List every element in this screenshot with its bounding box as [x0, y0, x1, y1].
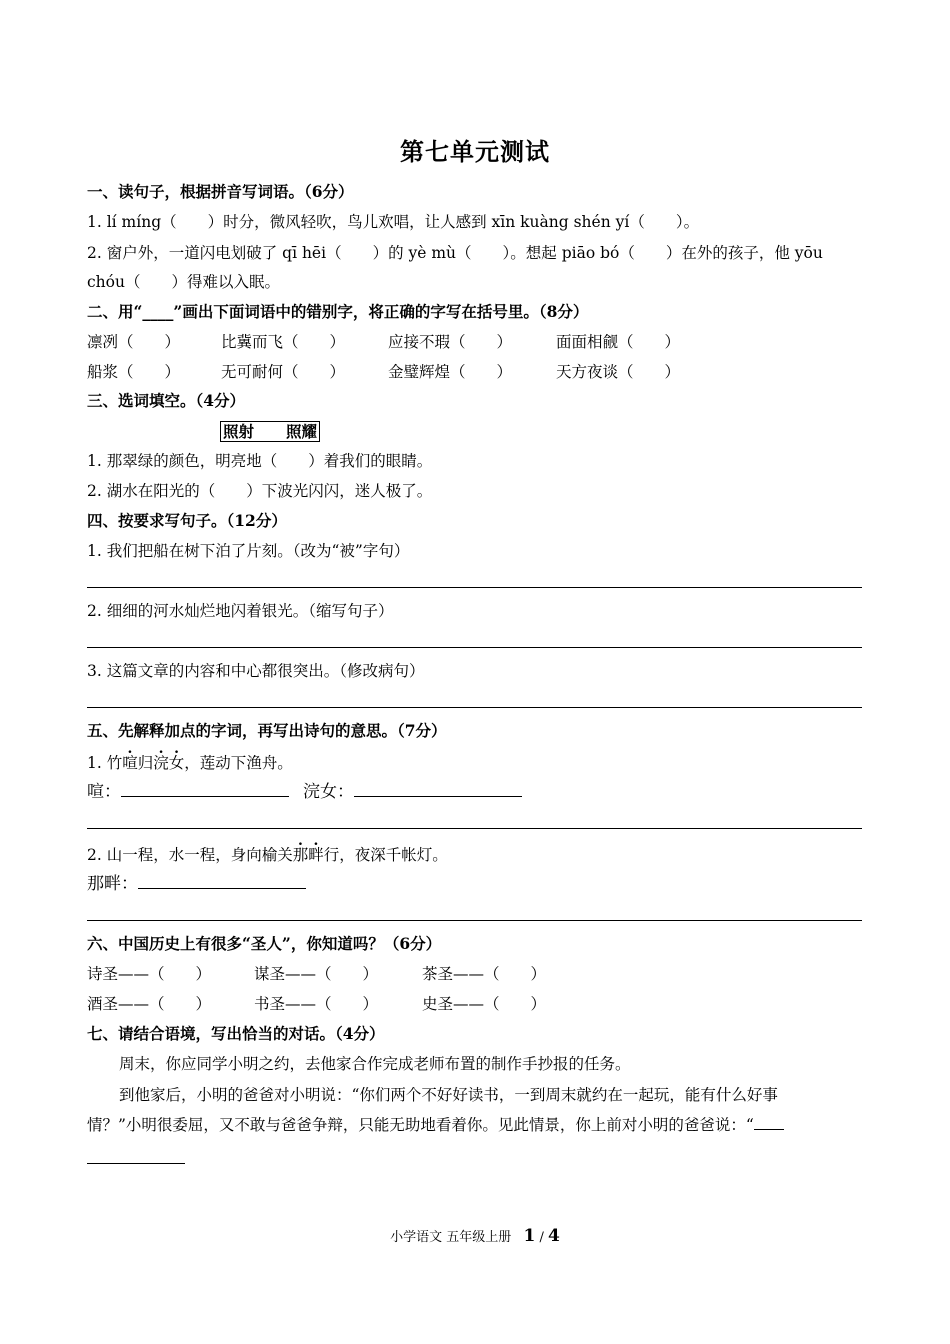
- section-2-heading: 二、用“____”画出下面词语中的错别字，将正确的字写在括号里。（8分）: [87, 302, 589, 321]
- s1-line-3: chóu（ ）得难以入眠。: [87, 273, 280, 291]
- text: 归: [137, 754, 154, 772]
- section-4-heading: 四、按要求写句子。（12分）: [87, 511, 287, 530]
- s2-item-1: 凛冽（ ）: [87, 333, 181, 351]
- s6-item-3: 茶圣——（ ）: [422, 965, 547, 983]
- s2-item-5: 船浆（ ）: [87, 363, 181, 381]
- s7-paragraph-2: 到他家后，小明的爸爸对小明说：“你们两个不好好读书，一到周末就约在一起玩，能有什么好事: [119, 1086, 778, 1104]
- dotted-char: 畔: [308, 846, 324, 864]
- dotted-char: 女: [168, 754, 185, 772]
- fill-blank[interactable]: [754, 1115, 784, 1130]
- dotted-char: 那: [292, 846, 309, 864]
- section-7-heading: 七、请结合语境，写出恰当的对话。（4分）: [87, 1024, 385, 1043]
- s6-item-4: 酒圣——（ ）: [87, 995, 212, 1013]
- s2-item-3: 应接不瑕（ ）: [388, 333, 513, 351]
- answer-line[interactable]: [87, 828, 862, 829]
- fill-blank[interactable]: [138, 874, 306, 889]
- text: ，莲动下渔舟。: [184, 754, 293, 772]
- s3-line-2: 2. 湖水在阳光的（ ）下波光闪闪，迷人极了。: [87, 482, 433, 500]
- s4-question-2: 2. 细细的河水灿烂地闪着银光。（缩写句子）: [87, 602, 394, 620]
- fill-blank[interactable]: [354, 782, 522, 797]
- section-5-heading: 五、先解释加点的字词，再写出诗句的意思。（7分）: [87, 721, 447, 740]
- text: 2. 山一程，水一程，身向榆关: [87, 846, 293, 864]
- page-separator: /: [535, 1230, 549, 1245]
- s1-line-1: 1. lí míng（ ）时分，微风轻吹，鸟儿欢唱，让人感到 xīn kuàng shén yí（ ）。: [87, 213, 700, 231]
- s7-paragraph-1: 周末，你应同学小明之约，去他家合作完成老师布置的制作手抄报的任务。: [119, 1055, 631, 1073]
- section-1-heading: 一、读句子，根据拼音写词语。（6分）: [87, 182, 354, 201]
- answer-line[interactable]: [87, 707, 862, 708]
- text: 行，夜深千帐灯。: [323, 846, 448, 864]
- s2-item-4: 面面相觎（ ）: [556, 333, 681, 351]
- page-title: 第七单元测试: [400, 137, 550, 166]
- answer-line[interactable]: [87, 587, 862, 588]
- s3-line-1: 1. 那翠绿的颜色，明亮地（ ）着我们的眼睛。: [87, 452, 433, 470]
- text: 1. 竹: [87, 754, 123, 772]
- label-napan: 那畔：: [87, 874, 138, 894]
- fill-blank[interactable]: [121, 782, 289, 797]
- label-xuan: 喧：: [87, 782, 121, 802]
- answer-line[interactable]: [87, 1163, 185, 1164]
- section-6-heading: 六、中国历史上有很多“圣人”，你知道吗？（6分）: [87, 934, 442, 953]
- s6-item-2: 谋圣——（ ）: [254, 965, 379, 983]
- s5-answer-row-1: [87, 782, 522, 802]
- s5-poem-line-2: [87, 845, 448, 865]
- dotted-char: 喧: [122, 754, 138, 772]
- dotted-char: 浣: [153, 754, 169, 772]
- answer-line[interactable]: [87, 647, 862, 648]
- page-total: 4: [548, 1226, 560, 1246]
- s2-item-2: 比冀而飞（ ）: [221, 333, 346, 351]
- section-3-heading: 三、选词填空。（4分）: [87, 391, 246, 410]
- s2-item-7: 金璧辉煌（ ）: [388, 363, 513, 381]
- label-huannv: 浣女：: [303, 782, 354, 802]
- s6-item-6: 史圣——（ ）: [422, 995, 547, 1013]
- s6-item-1: 诗圣——（ ）: [87, 965, 212, 983]
- answer-line[interactable]: [87, 920, 862, 921]
- s5-poem-line-1: [87, 753, 293, 773]
- s2-item-6: 无可耐何（ ）: [221, 363, 346, 381]
- s7-paragraph-3: [87, 1115, 784, 1135]
- text: 情？”小明很委屈，又不敢与爸爸争辩，只能无助地看着你。见此情景，你上前对小明的爸爸说：“: [87, 1116, 754, 1134]
- s4-question-1: 1. 我们把船在树下泊了片刻。（改为“被”字句）: [87, 542, 410, 560]
- s6-item-5: 书圣——（ ）: [254, 995, 379, 1013]
- footer-label: 小学语文 五年级上册: [390, 1230, 512, 1245]
- page-footer: [0, 1226, 950, 1246]
- word-choice-2: 照耀: [286, 422, 318, 441]
- s2-item-8: 天方夜谈（ ）: [556, 363, 681, 381]
- word-choice-box: [220, 421, 320, 442]
- s4-question-3: 3. 这篇文章的内容和中心都很突出。（修改病句）: [87, 662, 425, 680]
- s5-answer-row-2: [87, 874, 306, 894]
- word-choice-1: 照射: [223, 422, 255, 441]
- page-number: 1: [523, 1226, 536, 1246]
- s1-line-2: 2. 窗户外，一道闪电划破了 qī hēi（ ）的 yè mù（ ）。想起 piāo bó（ ）在外的孩子，他 yōu: [87, 244, 823, 262]
